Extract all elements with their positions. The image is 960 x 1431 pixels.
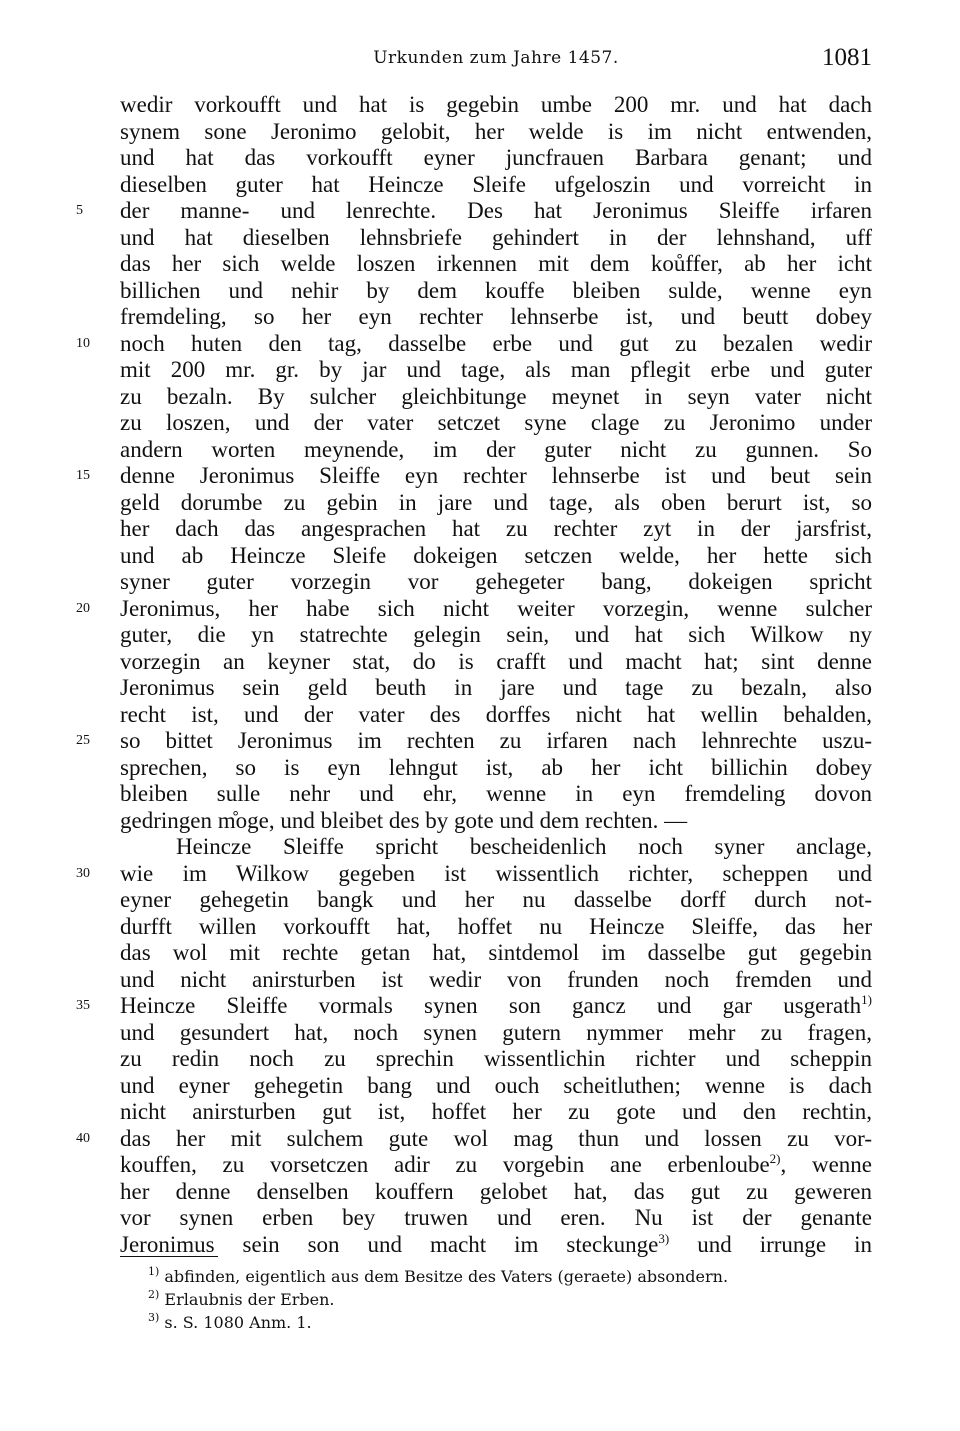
footnote-mark: 3) [148, 1311, 160, 1324]
text-line [76, 330, 872, 358]
text-line [120, 808, 872, 835]
text-line [120, 940, 872, 967]
footnote [148, 1265, 872, 1288]
text-line [120, 1232, 872, 1259]
line-text: durfft willen vorkoufft hat, hoffet nu Heincze Sleiffe, das her [120, 913, 872, 939]
text-line [120, 1020, 872, 1047]
line-text: mit 200 mr. gr. by jar und tage, als man pflegit erbe und guter [120, 357, 872, 382]
footnote-reference: 3) [658, 1230, 670, 1246]
text-line [120, 172, 872, 199]
text-line [120, 569, 872, 596]
line-text: und gesundert hat, noch synen gutern nymmer mehr zu fragen, [120, 1019, 872, 1045]
text-line [76, 595, 872, 623]
footnote [148, 1288, 872, 1311]
line-text: vorzegin an keyner stat, do is crafft und macht hat; sint denne [120, 648, 872, 674]
text-line [120, 251, 872, 278]
text-line [120, 516, 872, 543]
line-text: und eyner gehegetin bang und ouch scheitluthen; wenne is dach [120, 1072, 872, 1098]
line-text: denne Jeronimus Sleiffe eyn rechter lehnserbe ist und beut sein [120, 463, 872, 488]
text-line [120, 1046, 872, 1073]
text-line [120, 914, 872, 941]
footnote-text: s. S. 1080 Anm. 1. [164, 1313, 312, 1332]
line-text: Heincze Sleiffe vormals synen son gancz und gar usgerath [120, 993, 862, 1018]
text-line [120, 1205, 872, 1232]
text-line [120, 622, 872, 649]
line-text: zu loszen, und der vater setczet syne clage zu Jeronimo under [120, 410, 872, 435]
line-number: 30 [76, 865, 90, 881]
text-line [120, 702, 872, 729]
line-text: syner guter vorzegin vor gehegeter bang, dokeigen spricht [120, 569, 872, 594]
line-text: gedringen m̊oge, und bleibet des by gote und dem rechten. — [120, 807, 688, 833]
line-text: dieselben guter hat Heincze Sleife ufgeloszin und vorreicht in [120, 171, 872, 197]
text-line [76, 463, 872, 490]
text-line [120, 225, 872, 252]
line-text: und hat das vorkoufft eyner juncfrauen Barbara genant; und [120, 145, 872, 170]
line-text: und hat dieselben lehnsbriefe gehindert in der lehnshand, uff [120, 224, 872, 250]
text-line [120, 437, 872, 464]
text-line [120, 1073, 872, 1100]
text-line [120, 781, 872, 808]
line-text: fremdeling, so her eyn rechter lehnserbe ist, und beutt dobey [120, 304, 872, 329]
line-text: wedir vorkoufft und hat is gegebin umbe 200 mr. und hat dach [120, 92, 872, 117]
line-text: eyner gehegetin bangk und her nu dasselbe dorff durch not- [120, 887, 872, 912]
text-line [120, 410, 872, 437]
text-line [120, 92, 872, 119]
line-text: recht ist, und der vater des dorffes nicht hat wellin behalden, [120, 701, 872, 727]
line-text: zu bezaln. By sulcher gleichbitunge meynet in seyn vater nicht [120, 383, 872, 409]
line-text: Jeronimus sein son und macht im steckunge [120, 1231, 659, 1257]
line-text-continued: , wenne [780, 1152, 872, 1177]
line-text: andern worten meynende, im der guter nicht zu gunnen. So [120, 436, 872, 462]
line-text: synem sone Jeronimo gelobit, her welde is im nicht entwenden, [120, 118, 872, 144]
body-text [76, 92, 872, 1258]
line-number: 25 [76, 733, 90, 748]
text-line [120, 543, 872, 570]
text-line [120, 145, 872, 172]
line-text: guter, die yn statrechte gelegin sein, und hat sich Wilkow ny [120, 622, 872, 647]
line-number: 5 [76, 203, 83, 218]
text-line [120, 967, 872, 994]
line-text: Heincze Sleiffe spricht bescheidenlich noch syner anclage, [176, 834, 872, 859]
line-number: 40 [76, 1130, 90, 1146]
line-text: das her mit sulchem gute wol mag thun und lossen zu vor- [120, 1125, 872, 1151]
text-line [76, 992, 872, 1020]
text-line [76, 198, 872, 225]
line-text: wie im Wilkow gegeben ist wissentlich richter, scheppen und [120, 860, 872, 886]
text-line [120, 278, 872, 305]
text-line [120, 119, 872, 146]
line-text: billichen und nehir by dem kouffe bleiben sulde, wenne eyn [120, 277, 872, 303]
line-text: sprechen, so is eyn lehngut ist, ab her icht billichin dobey [120, 754, 872, 780]
line-text-continued: und irrunge in [669, 1231, 872, 1257]
text-line [76, 1125, 872, 1153]
footnotes [148, 1265, 872, 1334]
text-line [120, 357, 872, 384]
footnote-reference: 2) [769, 1151, 781, 1166]
text-line [120, 834, 872, 861]
line-text: das her sich welde loszen irkennen mit dem koůffer, ab her icht [120, 251, 872, 276]
line-text: her dach das angesprachen hat zu rechter zyt in der jarsfrist, [120, 516, 872, 541]
line-text: und ab Heincze Sleife dokeigen setczen welde, her hette sich [120, 542, 872, 568]
line-text: geld dorumbe zu gebin in jare und tage, als oben berurt ist, so [120, 489, 872, 515]
line-text: zu redin noch zu sprechin wissentlichin richter und scheppin [120, 1046, 872, 1071]
line-number: 10 [76, 335, 90, 351]
page-number: 1081 [822, 44, 872, 71]
line-text: noch huten den tag, dasselbe erbe und gut zu bezalen wedir [120, 330, 872, 356]
footnote-divider [120, 1256, 218, 1257]
line-text: Jeronimus, her habe sich nicht weiter vorzegin, wenne sulcher [120, 595, 872, 621]
footnote-mark: 1) [148, 1265, 160, 1278]
running-title: Urkunden zum Jahre 1457. [373, 48, 619, 68]
footnote-mark: 2) [148, 1288, 160, 1301]
footnote-reference: 1) [861, 992, 872, 1007]
line-text: und nicht anirsturben ist wedir von frunden noch fremden und [120, 966, 872, 992]
running-head [120, 44, 872, 78]
text-line [120, 887, 872, 914]
line-text: bleiben sulle nehr und ehr, wenne in eyn fremdeling dovon [120, 781, 872, 806]
line-text: vor synen erben bey truwen und eren. Nu ist der genante [120, 1205, 872, 1230]
text-line [120, 304, 872, 331]
text-line [120, 1099, 872, 1126]
text-line [120, 1152, 872, 1179]
line-text: kouffen, zu vorsetczen adir zu vorgebin ane erbenloube [120, 1152, 770, 1177]
text-line [120, 490, 872, 517]
text-line [120, 384, 872, 411]
line-text: Jeronimus sein geld beuth in jare und tage zu bezaln, also [120, 675, 872, 700]
line-text: der manne- und lenrechte. Des hat Jeronimus Sleiffe irfaren [120, 198, 872, 223]
footnote-text: abfinden, eigentlich aus dem Besitze des Vaters (geraete) absondern. [164, 1267, 729, 1286]
text-line [120, 1179, 872, 1206]
text-line [76, 728, 872, 755]
line-text: her denne denselben kouffern gelobet hat, das gut zu geweren [120, 1178, 872, 1204]
line-number: 35 [76, 998, 90, 1013]
text-line [120, 675, 872, 702]
line-text: nicht anirsturben gut ist, hoffet her zu gote und den rechtin, [120, 1099, 872, 1124]
footnote-text: Erlaubnis der Erben. [164, 1290, 335, 1309]
footnote [148, 1311, 872, 1334]
line-text: das wol mit rechte getan hat, sintdemol im dasselbe gut gegebin [120, 940, 872, 965]
text-line [120, 649, 872, 676]
text-line [76, 860, 872, 888]
line-number: 15 [76, 468, 90, 483]
line-number: 20 [76, 600, 90, 616]
text-line [120, 755, 872, 782]
line-text: so bittet Jeronimus im rechten zu irfaren nach lehnrechte uszu- [120, 728, 872, 753]
